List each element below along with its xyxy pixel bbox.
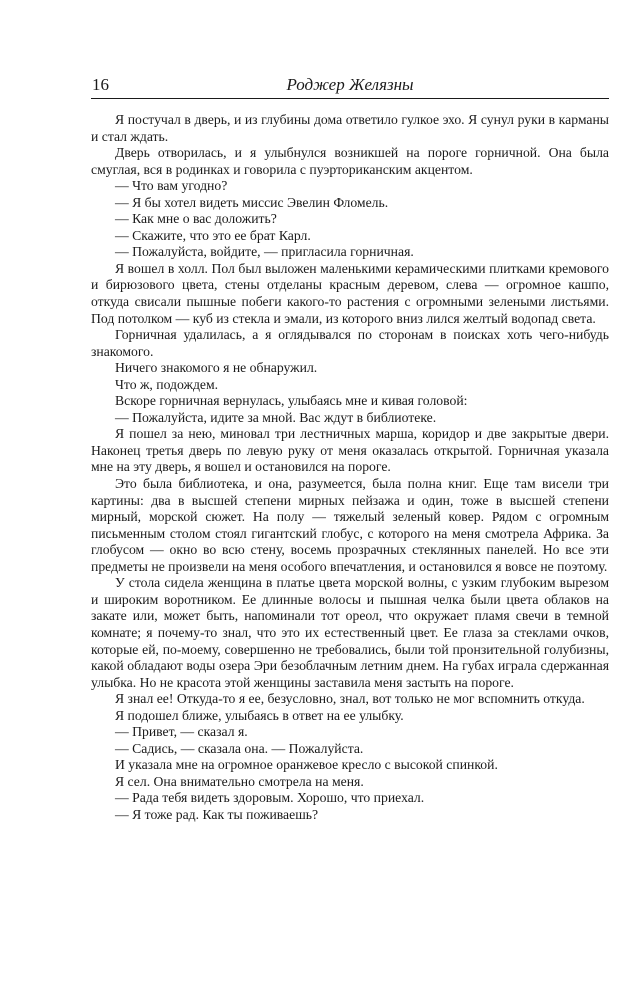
paragraph: — Я бы хотел видеть миссис Эвелин Фломель.: [115, 194, 389, 210]
paragraph: — Скажите, что это ее брат Карл.: [115, 227, 311, 243]
paragraph: Я подошел ближе, улыбаясь в ответ на ее улыбку.: [115, 707, 404, 723]
page-number: 16: [92, 75, 109, 94]
paragraph: Ничего знакомого я не обнаружил.: [115, 360, 318, 376]
paragraph: И указала мне на огромное оранжевое кресло с высокой спинкой.: [115, 757, 498, 773]
paragraph: — Пожалуйста, идите за мной. Вас ждут в библиотеке.: [115, 409, 437, 425]
paragraph: Горничная удалилась, а я оглядывался по сторонам в поисках хоть чего-нибудь знакомого.: [91, 327, 609, 359]
paragraph: — Привет, — сказал я.: [115, 724, 248, 740]
paragraph: Я знал ее! Откуда-то я ее, безусловно, знал, вот только не мог вспомнить откуда.: [115, 691, 585, 707]
paragraph: — Как мне о вас доложить?: [115, 211, 277, 227]
paragraph: — Что вам угодно?: [115, 178, 228, 194]
running-title-author: Роджер Желязны: [286, 75, 414, 94]
paragraph: — Садись, — сказала она. — Пожалуйста.: [115, 740, 364, 756]
paragraph: Вскоре горничная вернулась, улыбаясь мне и кивая головой:: [115, 393, 468, 409]
paragraph: — Пожалуйста, войдите, — пригласила горничная.: [115, 244, 414, 260]
book-page: [91, 72, 609, 824]
paragraph: Что ж, подождем.: [115, 376, 219, 392]
paragraph: Дверь отворилась, и я улыбнулся возникшей на пороге горничной. Она была смуглая, вся в родинках и говорила с пуэрториканским акцентом.: [91, 145, 609, 177]
paragraph: Я постучал в дверь, и из глубины дома ответило гулкое эхо. Я сунул руки в карманы и стал ждать.: [91, 112, 609, 144]
page-header: [91, 72, 609, 99]
paragraph: У стола сидела женщина в платье цвета морской волны, с узким глубоким вырезом и широким воротником. Ее длинные волосы и пышная челка были цвета облаков на закате или, может быть, напоминали тот ореол, что окружает пламя свечи в темной комнате; я почему-то знал, что это их естественный цвет. Ее глаза за стеклами очков, которые ей, по-моему, совершенно не требовались, были той пронзительной голубизны, какой обладают воды озера Эри безоблачным летним днем. На губах играла сдержанная улыбка. Но не красота этой женщины заставила меня застыть на пороге.: [91, 575, 609, 690]
paragraph: — Я тоже рад. Как ты поживаешь?: [115, 806, 319, 822]
paragraph: Я вошел в холл. Пол был выложен маленькими керамическими плитками кремового и бирюзового цвета, стены отделаны красным деревом, слева — огромное кашпо, откуда свисали пышные побеги какого-то растения с огромными зелеными листьями. Под потолком — куб из стекла и эмали, из которого вниз лился желтый водопад света.: [91, 260, 609, 326]
paragraph: — Рада тебя видеть здоровым. Хорошо, что приехал.: [115, 790, 425, 806]
paragraph: Я сел. Она внимательно смотрела на меня.: [115, 773, 364, 789]
paragraph: Я пошел за нею, миновал три лестничных марша, коридор и две закрытые двери. Наконец третья дверь по левую руку от меня оказалась открытой. Горничная указала мне на эту дверь, я вошел и остановился на пороге.: [91, 426, 609, 475]
body-text: [91, 112, 609, 824]
paragraph: Это была библиотека, и она, разумеется, была полна книг. Еще там висели три картины: два в высшей степени мирных пейзажа и один, тоже в высшей степени мирный, морской сюжет. На полу — тяжелый зеленый ковер. Рядом с огромным письменным столом стоял гигантский глобус, с которого на меня смотрела Африка. За глобусом — окно во всю стену, восемь прозрачных стеклянных панелей. Но все эти предметы не произвели на меня особого впечатления, и остановился я вовсе не поэтому.: [91, 476, 609, 574]
